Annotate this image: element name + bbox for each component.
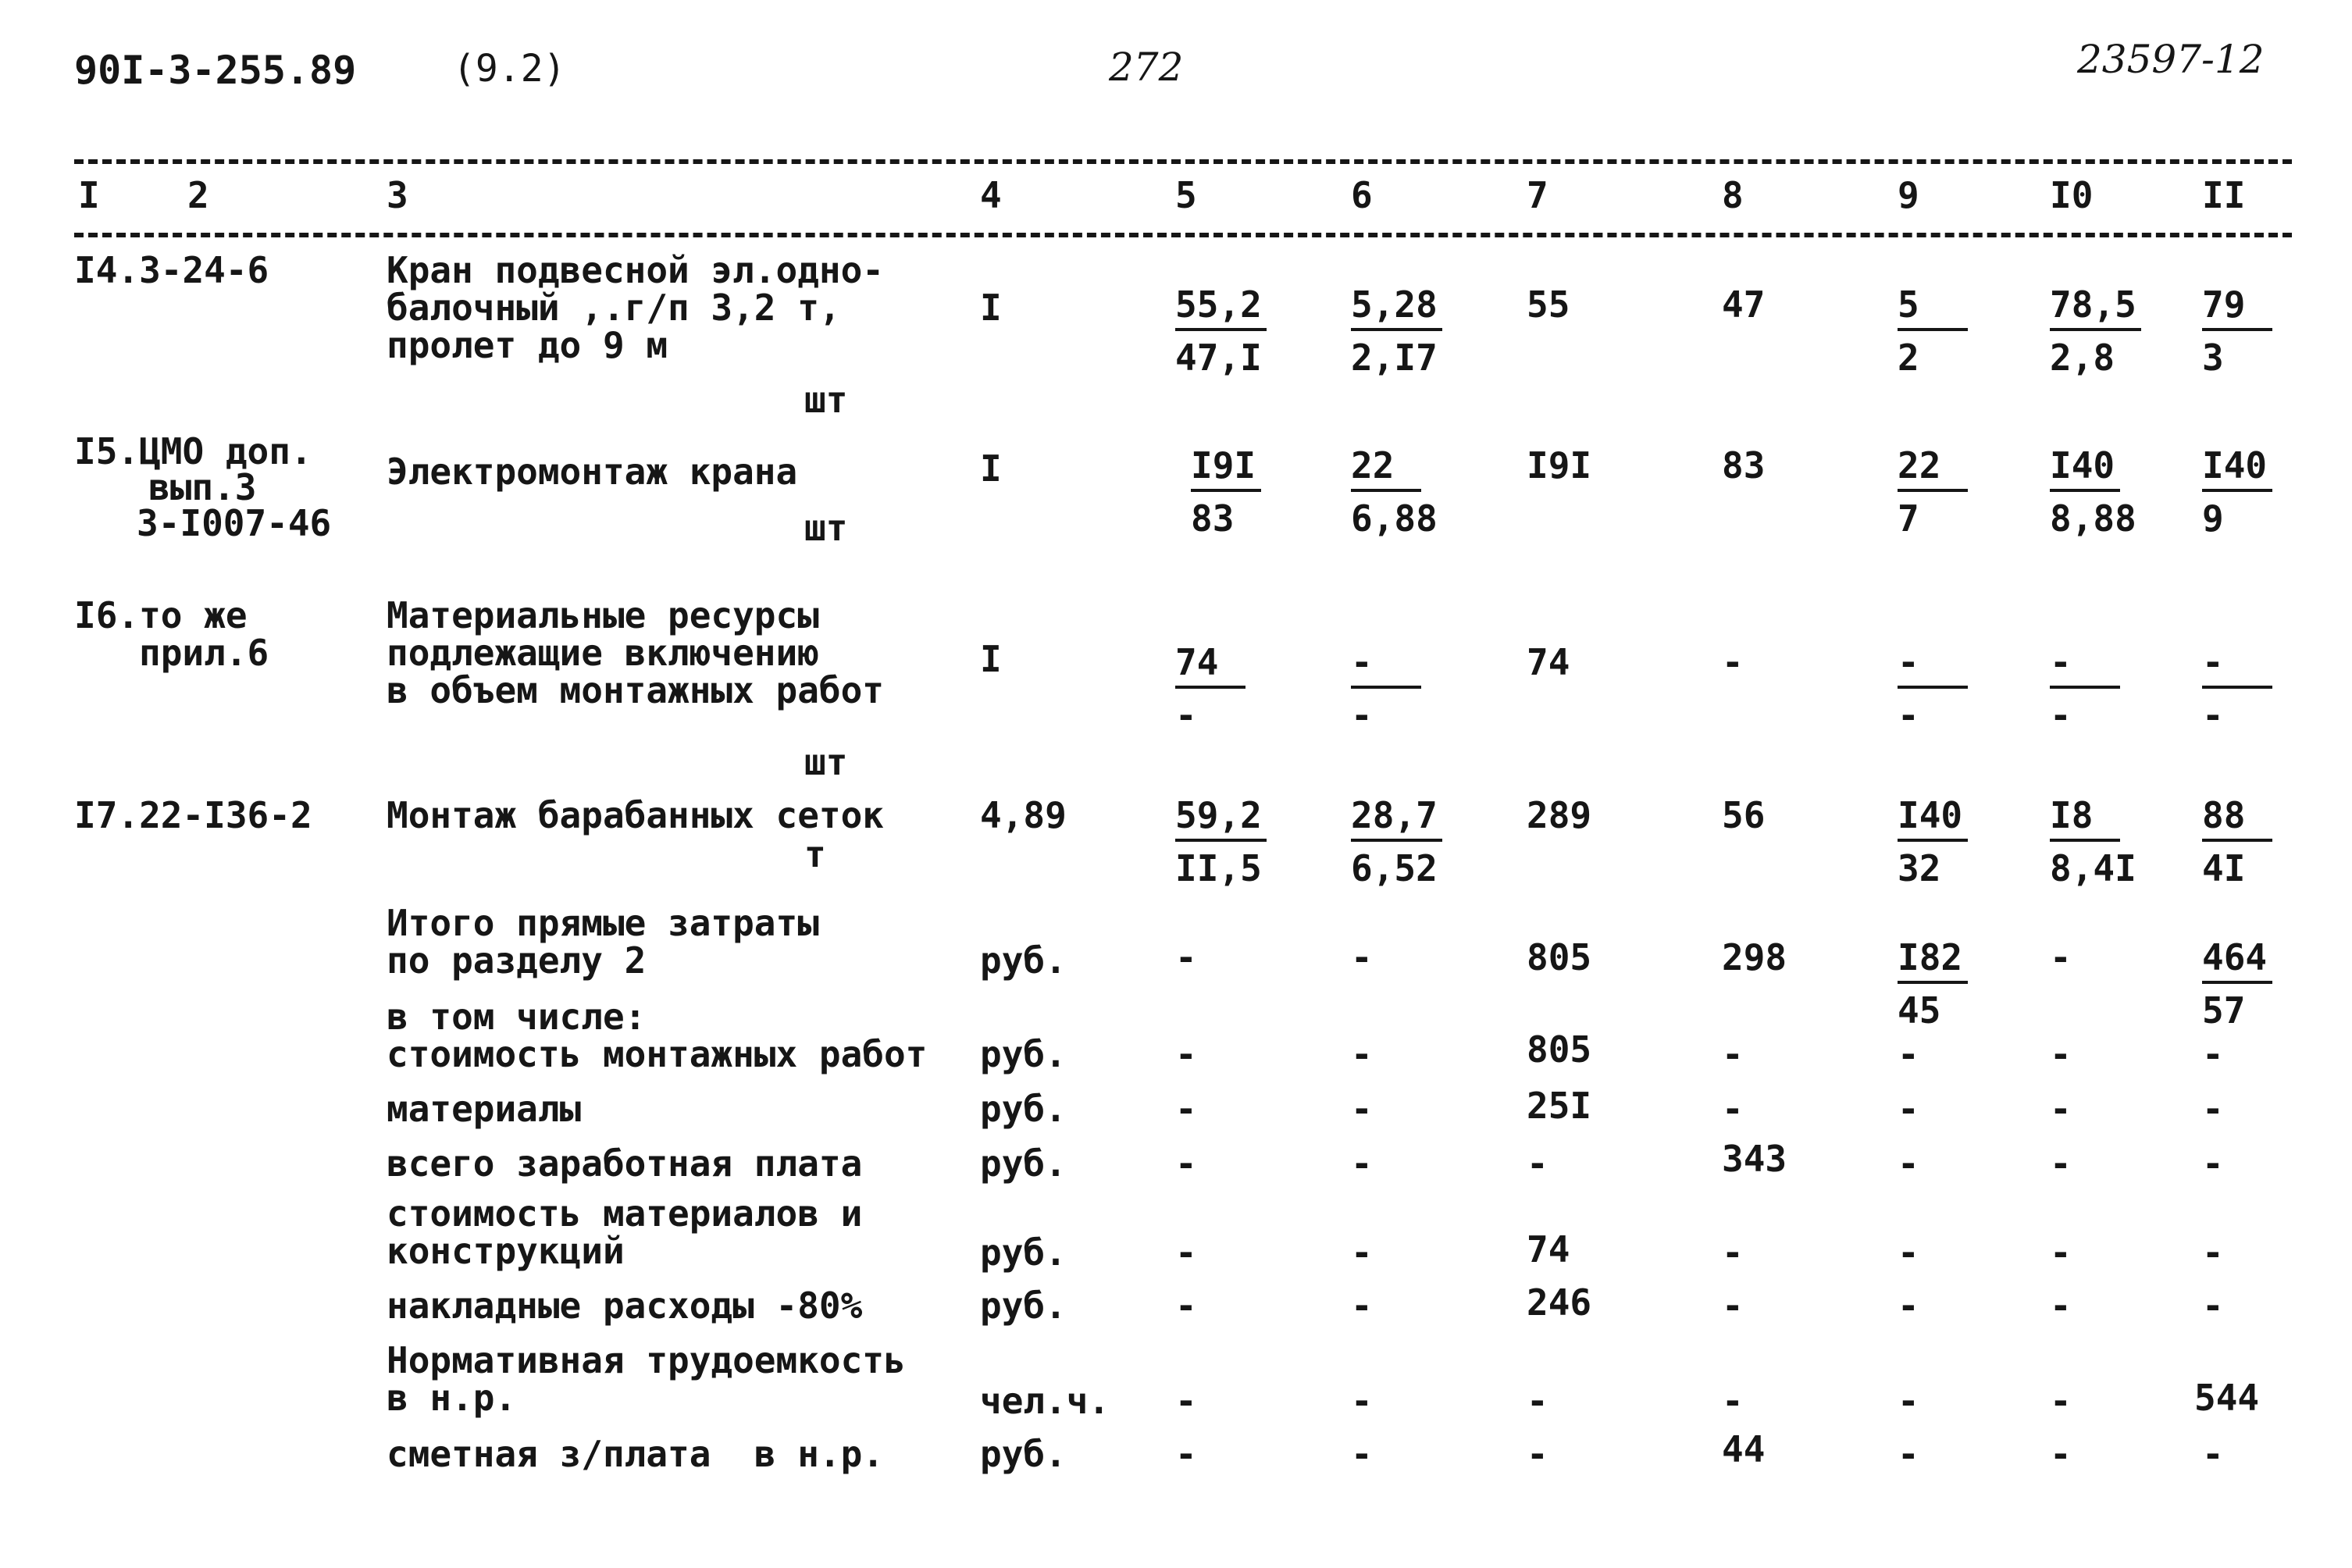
row-unit: шт [804,507,848,549]
value-cell: - [1898,1142,1919,1185]
row-code: прил.6 [139,632,269,674]
value-cell: - [1175,1033,1197,1075]
summary-unit: руб. [980,1285,1067,1327]
value-cell: 805 [1527,1028,1592,1071]
summary-label: стоимость монтажных работ [387,1033,928,1075]
summary-label: материалы [387,1088,582,1130]
value-cell: - [2202,1433,2224,1475]
value-cell: 544 [2194,1377,2260,1419]
fraction-cell: $\frac{22}{7}$ [1898,447,2015,537]
page-number: 272 [1109,45,1184,90]
summary-label: накладные расходы -80% [387,1285,863,1327]
summary-label: Нормативная трудоемкость [387,1339,906,1381]
summary-unit: чел.ч. [980,1380,1110,1422]
value-cell: - [1722,641,1744,683]
column-header: 4 [980,174,1002,216]
value-cell: - [1351,1033,1373,1075]
fraction-cell: - - [2050,643,2167,734]
fraction-cell: $\frac{I9I}{83}$ [1191,447,1308,537]
value-cell: 55 [1527,283,1570,326]
fraction-cell: $\frac{I40}{32}$ [1898,796,2015,887]
fraction-cell: $\frac{I82}{45}$ [1898,939,2015,1029]
column-header: 8 [1722,174,1744,216]
row-name-line: подлежащие включению [387,632,819,674]
summary-unit: руб. [980,1088,1067,1130]
row-name-line: Электромонтаж крана [387,451,798,493]
fraction-cell: 74 - [1175,643,1292,734]
row-code: I7.22-I36-2 [74,794,312,836]
archive-number: 23597-12 [2077,37,2265,82]
value-cell: - [1898,1380,1919,1422]
row-name-line: пролет до 9 м [387,324,668,366]
summary-unit: руб. [980,1231,1067,1274]
row-name-line: Монтаж барабанных сеток [387,794,884,836]
value-cell: - [1722,1231,1744,1274]
including-label: в том числе: [387,996,647,1038]
summary-label: стоимость материалов и [387,1192,863,1235]
value-cell: 25I [1527,1085,1592,1127]
value-cell: - [2050,1142,2072,1185]
fraction-cell: $\frac{78,5}{2,8}$ [2050,286,2167,376]
value-cell: - [1722,1033,1744,1075]
column-header: 2 [187,174,209,216]
row-name-line: Материальные ресурсы [387,594,819,636]
fraction-cell: $\frac{5,28}{2,I7}$ [1351,286,1468,376]
value-cell: - [1351,936,1373,978]
fraction-cell: $\frac{79}{3}$ [2202,286,2319,376]
value-cell: - [1722,1380,1744,1422]
value-cell: - [1898,1033,1919,1075]
value-cell: - [1898,1231,1919,1274]
value-cell: - [2050,1285,2072,1327]
value-cell: 246 [1527,1281,1592,1324]
summary-label: конструкций [387,1230,625,1272]
value-cell: 83 [1722,444,1766,486]
value-cell: - [1175,1285,1197,1327]
fraction-cell: $\frac{88}{4I}$ [2202,796,2319,887]
row-quantity: I [980,287,1002,329]
value-cell: - [1175,1433,1197,1475]
column-header: 7 [1527,174,1548,216]
fraction-cell: $\frac{I40}{9}$ [2202,447,2319,537]
row-name-line: Кран подвесной эл.одно- [387,249,884,291]
row-unit: т [804,833,826,875]
summary-label: сметная з/плата в н.р. [387,1433,884,1475]
fraction-cell: - - [2202,643,2319,734]
value-cell: - [2050,1433,2072,1475]
row-unit: шт [804,741,848,783]
document-code: 90I-3-255.89 [74,48,357,93]
column-header: 6 [1351,174,1373,216]
row-quantity: 4,89 [980,794,1067,836]
value-cell: - [1527,1142,1548,1185]
row-name-line: в объем монтажных работ [387,669,884,711]
value-cell: - [2202,1285,2224,1327]
value-cell: - [2050,1033,2072,1075]
fraction-cell: - - [1898,643,2015,734]
value-cell: - [2050,936,2072,978]
value-cell: - [1722,1088,1744,1130]
summary-unit: руб. [980,1433,1067,1475]
summary-label: в н.р. [387,1377,517,1419]
value-cell: 805 [1527,936,1592,978]
summary-unit: руб. [980,1033,1067,1075]
fraction-cell: $\frac{28,7}{6,52}$ [1351,796,1468,887]
summary-label: всего заработная плата [387,1142,863,1185]
value-cell: - [1175,1231,1197,1274]
value-cell: - [2202,1088,2224,1130]
value-cell: - [1351,1380,1373,1422]
value-cell: - [1175,1142,1197,1185]
totals-title: Итого прямые затраты [387,902,819,944]
value-cell: I9I [1527,444,1592,486]
value-cell: 47 [1722,283,1766,326]
value-cell: - [1351,1433,1373,1475]
value-cell: - [1722,1285,1744,1327]
value-cell: - [1898,1433,1919,1475]
row-quantity: I [980,638,1002,680]
row-code: I4.3-24-6 [74,249,269,291]
value-cell: 289 [1527,794,1592,836]
row-name-line: балочный ,.г/п 3,2 т, [387,287,841,329]
column-header: 9 [1898,174,1919,216]
fraction-cell: $\frac{59,2}{II,5}$ [1175,796,1292,887]
value-cell: 298 [1722,936,1787,978]
value-cell: - [2202,1142,2224,1185]
value-cell: - [2050,1380,2072,1422]
column-header: 3 [387,174,408,216]
fraction-cell: $\frac{464}{57}$ [2202,939,2319,1029]
section-number: (9.2) [453,47,566,91]
column-header: II [2202,174,2246,216]
header-top-rule [74,159,2292,164]
value-cell: 74 [1527,1228,1570,1270]
value-cell: - [1175,1380,1197,1422]
value-cell: - [1351,1285,1373,1327]
value-cell: - [1898,1088,1919,1130]
value-cell: - [2202,1033,2224,1075]
value-cell: - [1898,1285,1919,1327]
value-cell: - [2202,1231,2224,1274]
row-code: I5.ЦМО доп. [74,430,312,472]
row-code: I6.то же [74,594,248,636]
value-cell: - [1527,1380,1548,1422]
row-quantity: I [980,447,1002,490]
value-cell: - [1351,1088,1373,1130]
value-cell: - [2050,1231,2072,1274]
value-cell: 44 [1722,1428,1766,1470]
fraction-cell: $\frac{I8}{8,4I}$ [2050,794,2136,889]
value-cell: - [2050,1088,2072,1130]
value-cell: - [1351,1231,1373,1274]
value-cell: - [1351,1142,1373,1185]
totals-unit: руб. [980,939,1067,982]
column-header: 5 [1175,174,1197,216]
summary-unit: руб. [980,1142,1067,1185]
row-unit: шт [804,379,848,421]
fraction-cell: $\frac{I40}{8,88}$ [2050,444,2136,540]
column-header: I [78,174,100,216]
value-cell: - [1175,936,1197,978]
row-code: 3-I007-46 [137,502,332,544]
value-cell: 343 [1722,1138,1787,1180]
value-cell: 56 [1722,794,1766,836]
row-code: вып.3 [148,466,257,508]
fraction-cell: $\frac{5}{2}$ [1898,286,2015,376]
value-cell: 74 [1527,641,1570,683]
fraction-cell: $\frac{22}{6,88}$ [1351,444,1438,540]
fraction-cell: $\frac{55,2}{47,I}$ [1175,286,1292,376]
value-cell: - [1527,1433,1548,1475]
value-cell: - [1175,1088,1197,1130]
fraction-cell: - - [1351,643,1468,734]
header-bottom-rule [74,233,2292,237]
totals-title: по разделу 2 [387,939,647,982]
column-header: I0 [2050,174,2094,216]
